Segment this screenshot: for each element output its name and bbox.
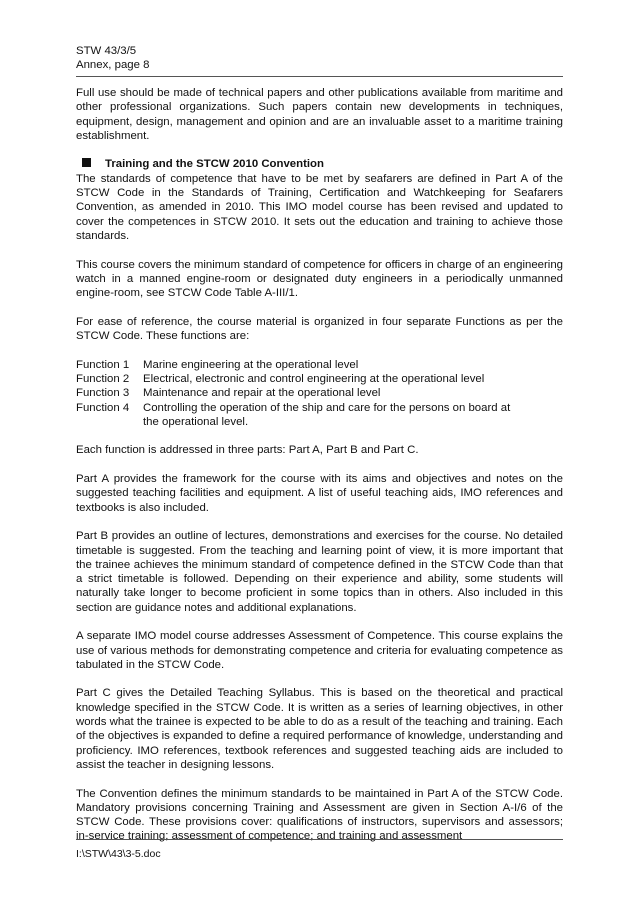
paragraph: A separate IMO model course addresses Assessment of Competence. This course explains the use of various methods for demonstrating competence and criteria for evaluating competence as tabulated in the STCW Code. <box>76 630 563 671</box>
footer-divider <box>76 839 563 840</box>
function-description: Maintenance and repair at the operational level <box>143 387 381 400</box>
paragraph: Part C gives the Detailed Teaching Syllabus. This is based on the theoretical and practical knowledge specified in the STCW Code. It is written as a series of learning objectives, in other words what the trainee is expected to be able to do as a result of the teaching and training. Each of the objectives is expanded to define a required performance of knowledge, understanding and proficiency. IMO references, textbook references and suggested teaching aids are included to assist the teacher in designing lessons. <box>76 687 563 771</box>
function-description: Electrical, electronic and control engineering at the operational level <box>143 372 485 385</box>
doc-code: STW 43/3/5 <box>76 45 137 57</box>
paragraph: For ease of reference, the course material is organized in four separate Functions as per the STCW Code. These functions are: <box>76 315 563 343</box>
function-label: Function 3 <box>76 387 130 400</box>
paragraph: This course covers the minimum standard of competence for officers in charge of an engineering watch in a manned engine-room or designated duty engineers in a periodically unmanned engine-room, see STCW Code Table A-III/1. <box>76 258 563 300</box>
paragraph: The Convention defines the minimum standards to be maintained in Part A of the STCW Code. Mandatory provisions concerning Training and Assessment are given in Section A-I/6 of the STCW Code. These provisions cover: qualifications of instructors, supervisors and assessors; in-service training; assessment of competence; and training and assessment <box>76 787 563 843</box>
function-label: Function 4 <box>76 401 130 414</box>
paragraph: Part A provides the framework for the course with its aims and objectives and notes on the suggested teaching facilities and equipment. A list of useful teaching aids, IMO references and textbooks is also included. <box>76 473 563 514</box>
page-footer <box>76 839 563 862</box>
page-reference: Annex, page 8 <box>76 59 150 71</box>
function-item <box>76 372 563 386</box>
function-label: Function 1 <box>76 358 130 371</box>
page-header <box>76 44 563 72</box>
document-page <box>76 44 563 858</box>
function-description: Marine engineering at the operational level <box>143 358 359 371</box>
paragraph: Each function is addressed in three parts: Part A, Part B and Part C. <box>76 444 419 457</box>
section-heading-text: Training and the STCW 2010 Convention <box>105 158 324 171</box>
function-list <box>76 358 563 429</box>
header-divider <box>76 76 563 77</box>
function-item <box>76 358 563 372</box>
function-item <box>76 401 563 430</box>
function-label: Function 2 <box>76 372 130 385</box>
section-heading <box>76 157 563 171</box>
document-body <box>76 86 563 844</box>
square-bullet-icon <box>82 158 91 167</box>
paragraph: Part B provides an outline of lectures, demonstrations and exercises for the course. No detailed timetable is suggested. From the teaching and learning point of view, it is more important that the trainee achieves the minimum standard of competence defined in the STCW Code than that a strict timetable is followed. Depending on their experience and ability, some students will naturally take longer to become proficient in some topics than in others. Also included in this section are guidance notes and additional explanations. <box>76 530 563 614</box>
paragraph: Full use should be made of technical papers and other publications available from maritime and other professional organizations. Such papers contain new developments in techniques, equipment, design, management and opinion and are an invaluable asset to a maritime training establishment. <box>76 87 563 142</box>
file-path: I:\STW\43\3-5.doc <box>76 848 161 860</box>
function-item <box>76 386 563 400</box>
function-description: Controlling the operation of the ship and care for the persons on board at the operational level. <box>143 401 511 428</box>
paragraph: The standards of competence that have to be met by seafarers are defined in Part A of the STCW Code in the Standards of Training, Certification and Watchkeeping for Seafarers Convention, as amended in 2010. This IMO model course has been revised and updated to cover the competences in STCW 2010. It sets out the education and training to achieve those standards. <box>76 172 563 242</box>
